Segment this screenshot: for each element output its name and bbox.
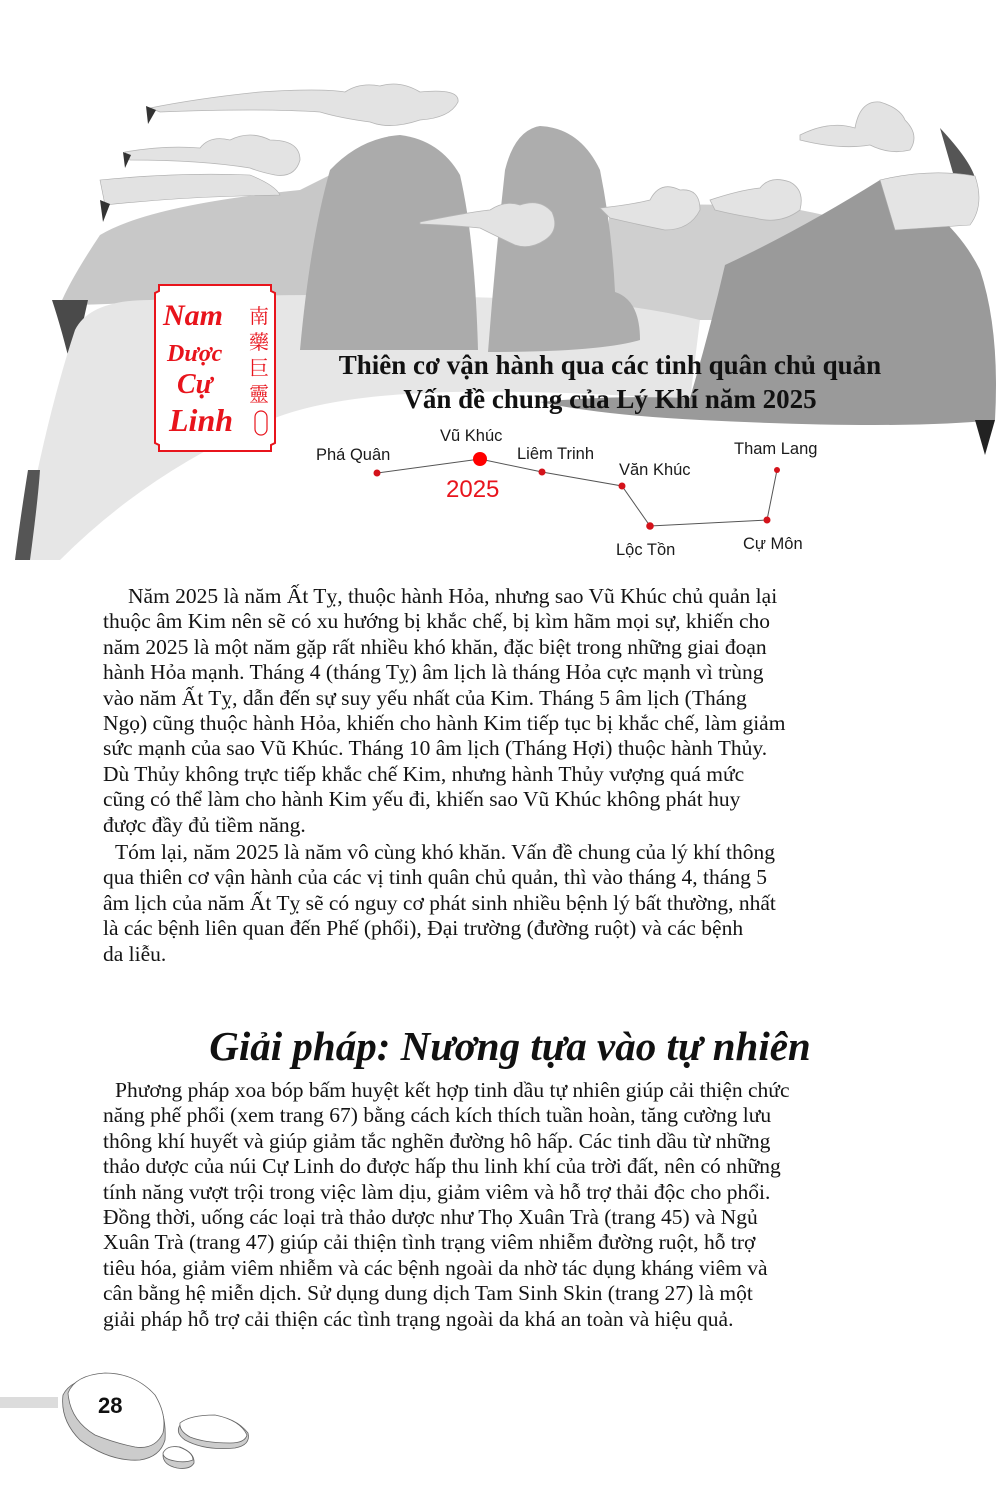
text-line: Phương pháp xoa bóp bấm huyệt kết hợp tinh dầu tự nhiên giúp cải thiện chức	[115, 1078, 790, 1102]
section-heading: Giải pháp: Nương tựa vào tự nhiên	[209, 1023, 811, 1069]
paragraph-1	[103, 584, 933, 838]
footer-bar	[0, 1397, 58, 1408]
star-label-cu-mon: Cự Môn	[743, 535, 803, 553]
text-line: năm 2025 là một năm gặp rất nhiều khó khăn, đặc biệt trong những giai đoạn	[103, 634, 767, 659]
title-line-1: Thiên cơ vận hành qua các tinh quân chủ quản	[338, 350, 882, 380]
svg-text:Nam: Nam	[163, 299, 223, 332]
text-line: thuộc âm Kim nên sẽ có xu hướng bị khắc chế, bị kìm hãm mọi sự, khiến cho	[103, 609, 771, 634]
star-label-pha-quan: Phá Quân	[316, 446, 391, 464]
text-line: Đồng thời, uống các loại trà thảo dược như Thọ Xuân Trà (trang 45) và Ngủ	[103, 1205, 758, 1230]
text-line: Năm 2025 là năm Ất Tỵ, thuộc hành Hỏa, nhưng sao Vũ Khúc chủ quản lại	[128, 584, 778, 608]
text-line: Ngọ) cũng thuộc hành Hỏa, khiến cho hành Kim tiếp tục bị khắc chế, làm giảm	[103, 711, 786, 736]
text-line: sức mạnh của sao Vũ Khúc. Tháng 10 âm lịch (Tháng Hợi) thuộc hành Thủy.	[103, 736, 768, 761]
text-line: vào năm Ất Tỵ, dẫn đến sự suy yếu nhất của Kim. Tháng 5 âm lịch (Tháng	[103, 685, 747, 710]
star-dot-pha-quan	[374, 470, 381, 477]
svg-text:藥: 藥	[249, 330, 269, 354]
pebble-stones-decoration	[55, 1365, 255, 1475]
text-line: tiêu hóa, giảm viêm nhiễm và các bệnh ngoài da nhờ tác dụng kháng viêm và	[103, 1255, 768, 1280]
text-line: thông khí huyết và giúp giảm tắc nghẽn đường hô hấp. Các tinh dầu từ những	[103, 1128, 771, 1153]
text-line: cũng có thể làm cho hành Kim yếu đi, khiến sao Vũ Khúc không phát huy	[103, 787, 741, 812]
star-label-tham-lang: Tham Lang	[734, 440, 818, 458]
text-line: cân bằng hệ miễn dịch. Sử dụng dung dịch Tam Sinh Skin (trang 27) là một	[103, 1281, 753, 1306]
paragraph-2	[103, 840, 933, 967]
text-line: qua thiên cơ vận hành của các vị tinh quân chủ quản, thì vào tháng 4, tháng 5	[103, 865, 767, 890]
text-line: Tóm lại, năm 2025 là năm vô cùng khó khăn. Vấn đề chung của lý khí thông	[115, 840, 776, 864]
star-dot-tham-lang	[774, 467, 780, 473]
text-line: hành Hỏa mạnh. Tháng 4 (tháng Tỵ) âm lịch là tháng Hỏa cực mạnh vì trùng	[103, 660, 764, 685]
text-line: Dù Thủy không trực tiếp khắc chế Kim, nhưng hành Thủy vượng quá mức	[103, 761, 745, 786]
text-line: Xuân Trà (trang 47) giúp cải thiện tình trạng viêm nhiễm đường ruột, hỗ trợ	[103, 1230, 756, 1255]
star-label-vu-khuc: Vũ Khúc	[440, 427, 503, 445]
page-title	[290, 348, 930, 416]
constellation-diagram	[300, 420, 840, 570]
svg-text:Linh: Linh	[169, 402, 234, 438]
nam-duoc-cu-linh-logo	[153, 283, 277, 453]
paragraph-3	[103, 1078, 933, 1332]
text-line: da liễu.	[103, 941, 167, 966]
star-label-liem-trinh: Liêm Trinh	[517, 445, 595, 463]
title-line-2: Vấn đề chung của Lý Khí năm 2025	[403, 384, 817, 414]
star-dot-cu-mon	[764, 517, 771, 524]
text-line: tính năng vượt trội trong việc làm dịu, giảm viêm và hỗ trợ thải độc cho phổi.	[103, 1179, 771, 1204]
svg-text:南: 南	[249, 304, 269, 328]
text-line: là các bệnh liên quan đến Phế (phổi), Đại trường (đường ruột) và các bệnh	[103, 916, 744, 941]
page-number: 28	[98, 1393, 123, 1418]
text-line: năng phế phổi (xem trang 67) bằng cách kích thích tuần hoàn, tăng cường lưu	[103, 1103, 772, 1128]
svg-text:Cự: Cự	[177, 369, 213, 400]
star-label-loc-ton: Lộc Tồn	[616, 541, 676, 559]
star-dot-van-khuc	[619, 483, 626, 490]
star-label-van-khuc: Văn Khúc	[619, 461, 691, 479]
svg-text:靈: 靈	[249, 382, 269, 406]
star-dot-loc-ton	[646, 522, 654, 530]
text-line: được đầy đủ tiềm năng.	[103, 812, 306, 837]
text-line: thảo dược của núi Cự Linh do được hấp thu linh khí của trời đất, nên có những	[103, 1154, 781, 1179]
text-line: giải pháp hỗ trợ cải thiện các tình trạng ngoài da khá an toàn và hiệu quả.	[103, 1306, 734, 1331]
svg-text:巨: 巨	[249, 356, 269, 380]
star-dot-vu-khuc	[473, 452, 487, 466]
svg-text:Dược: Dược	[167, 341, 223, 367]
star-dot-liem-trinh	[539, 469, 546, 476]
year-label: 2025	[446, 476, 500, 503]
text-line: âm lịch của năm Ất Tỵ sẽ có nguy cơ phát sinh nhiều bệnh lý bất thường, nhất	[103, 890, 776, 915]
